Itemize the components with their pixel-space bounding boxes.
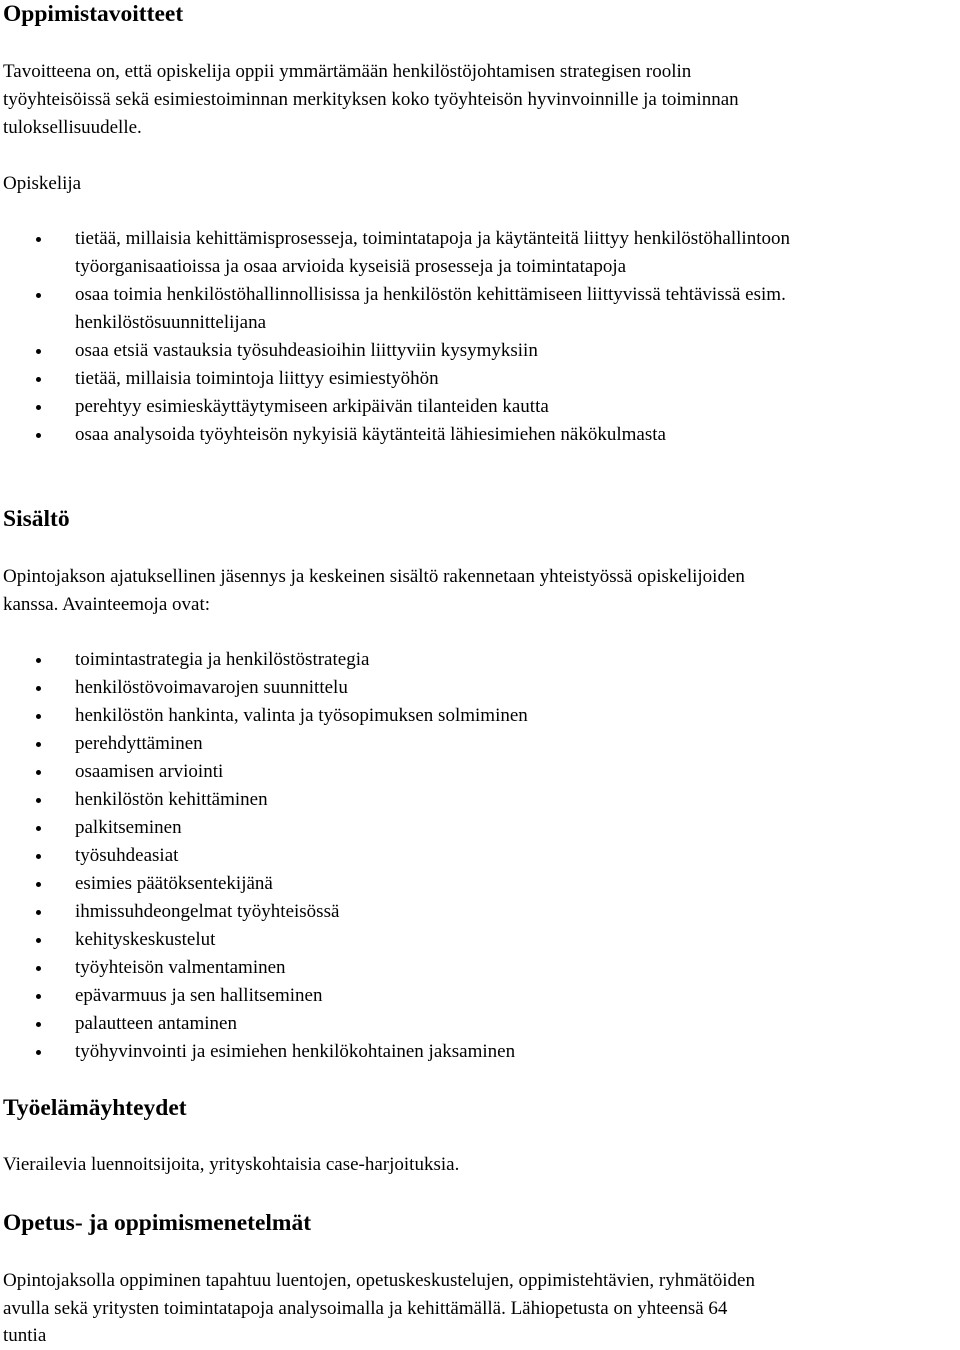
list-item [0, 421, 935, 449]
list-item-text: perehtyy esimieskäyttäytymiseen arkipäivän tilanteiden kautta [75, 396, 549, 417]
content-intro-line-1: Opintojakson ajatuksellinen jäsennys ja keskeinen sisältö rakennetaan yhteistyössä opiskelijoiden [3, 566, 745, 587]
list-item [0, 1038, 528, 1066]
bullet-icon [36, 966, 41, 971]
list-item [0, 814, 528, 842]
list-item-text: henkilöstön kehittäminen [75, 789, 268, 810]
bullet-icon [36, 714, 41, 719]
objectives-intro-line-3: tuloksellisuudelle. [3, 117, 142, 138]
list-item [0, 1010, 528, 1038]
bullet-icon [36, 994, 41, 999]
list-item-text: työyhteisön valmentaminen [75, 957, 286, 978]
list-item [0, 842, 528, 870]
list-item-text: tietää, millaisia toimintoja liittyy esimiestyöhön [75, 368, 439, 389]
student-label: Opiskelija [3, 173, 82, 194]
bullet-icon [36, 938, 41, 943]
list-item-text: toimintastrategia ja henkilöstöstrategia [75, 649, 370, 670]
bullet-icon [36, 377, 41, 382]
work-life-heading: Työelämäyhteydet [3, 1095, 187, 1121]
bullet-icon [36, 770, 41, 775]
list-item-text: henkilöstövoimavarojen suunnittelu [75, 677, 348, 698]
list-item-text: työhyvinvointi ja esimiehen henkilökohtainen jaksaminen [75, 1041, 516, 1062]
content-heading: Sisältö [3, 506, 70, 532]
list-item-text: kehityskeskustelut [75, 929, 216, 950]
work-life-text: Vierailevia luennoitsijoita, yrityskohtaisia case-harjoituksia. [3, 1154, 460, 1175]
objectives-intro-line-2: työyhteisöissä sekä esimiestoiminnan merkityksen koko työyhteisön hyvinvoinnille ja toiminnan [3, 89, 739, 110]
bullet-icon [36, 349, 41, 354]
bullet-icon [36, 854, 41, 859]
list-item-text: työsuhdeasiat [75, 845, 179, 866]
bullet-icon [36, 742, 41, 747]
bullet-icon [36, 658, 41, 663]
bullet-icon [36, 882, 41, 887]
bullet-icon [36, 1050, 41, 1055]
bullet-icon [36, 237, 41, 242]
list-item [0, 982, 528, 1010]
list-item [0, 926, 528, 954]
list-item [0, 954, 528, 982]
list-item-text: osaa etsiä vastauksia työsuhdeasioihin liittyviin kysymyksiin [75, 340, 538, 361]
list-item-text: epävarmuus ja sen hallitseminen [75, 985, 323, 1006]
methods-line-3: tuntia [3, 1325, 47, 1346]
topics-list [0, 646, 528, 1066]
methods-heading: Opetus- ja oppimismenetelmät [3, 1210, 312, 1236]
bullet-icon [36, 405, 41, 410]
list-item [0, 870, 528, 898]
list-item-text: perehdyttäminen [75, 733, 203, 754]
list-item [0, 786, 528, 814]
list-item [0, 730, 528, 758]
list-item-text: ihmissuhdeongelmat työyhteisössä [75, 901, 340, 922]
list-item [0, 758, 528, 786]
list-item [0, 646, 528, 674]
objectives-list [0, 225, 935, 449]
methods-line-1: Opintojaksolla oppiminen tapahtuu luentojen, opetuskeskustelujen, oppimistehtävien, ryhmätöiden [3, 1270, 755, 1291]
list-item-text: osaa toimia henkilöstöhallinnollisissa ja henkilöstön kehittämiseen liittyvissä tehtävissä esim. henkilöstösuunnittelijana [75, 284, 786, 333]
list-item [0, 225, 835, 281]
list-item-text: osaamisen arviointi [75, 761, 224, 782]
methods-line-2: avulla sekä yritysten toimintatapoja analysoimalla ja kehittämällä. Lähiopetusta on yhteensä 64 [3, 1298, 728, 1319]
content-intro-line-2: kanssa. Avainteemoja ovat: [3, 594, 211, 615]
list-item-text: palautteen antaminen [75, 1013, 237, 1034]
bullet-icon [36, 1022, 41, 1027]
bullet-icon [36, 686, 41, 691]
bullet-icon [36, 433, 41, 438]
list-item-text: esimies päätöksentekijänä [75, 873, 273, 894]
objectives-intro-line-1: Tavoitteena on, että opiskelija oppii ymmärtämään henkilöstöjohtamisen strategisen roolin [3, 61, 692, 82]
list-item-text: palkitseminen [75, 817, 182, 838]
list-item [0, 393, 935, 421]
list-item [0, 674, 528, 702]
bullet-icon [36, 798, 41, 803]
list-item-text: henkilöstön hankinta, valinta ja työsopimuksen solmiminen [75, 705, 528, 726]
list-item [0, 337, 935, 365]
bullet-icon [36, 910, 41, 915]
bullet-icon [36, 293, 41, 298]
bullet-icon [36, 826, 41, 831]
list-item [0, 365, 935, 393]
list-item-text: osaa analysoida työyhteisön nykyisiä käytänteitä lähiesimiehen näkökulmasta [75, 424, 666, 445]
list-item [0, 702, 528, 730]
list-item-text: tietää, millaisia kehittämisprosesseja, toimintatapoja ja käytänteitä liittyy henkilöstöhallintoon työorganisaatioissa ja osaa arvioida kyseisiä prosesseja ja toimintatapoja [75, 228, 790, 277]
list-item [0, 898, 528, 926]
list-item [0, 281, 935, 337]
objectives-heading: Oppimistavoitteet [3, 1, 184, 27]
